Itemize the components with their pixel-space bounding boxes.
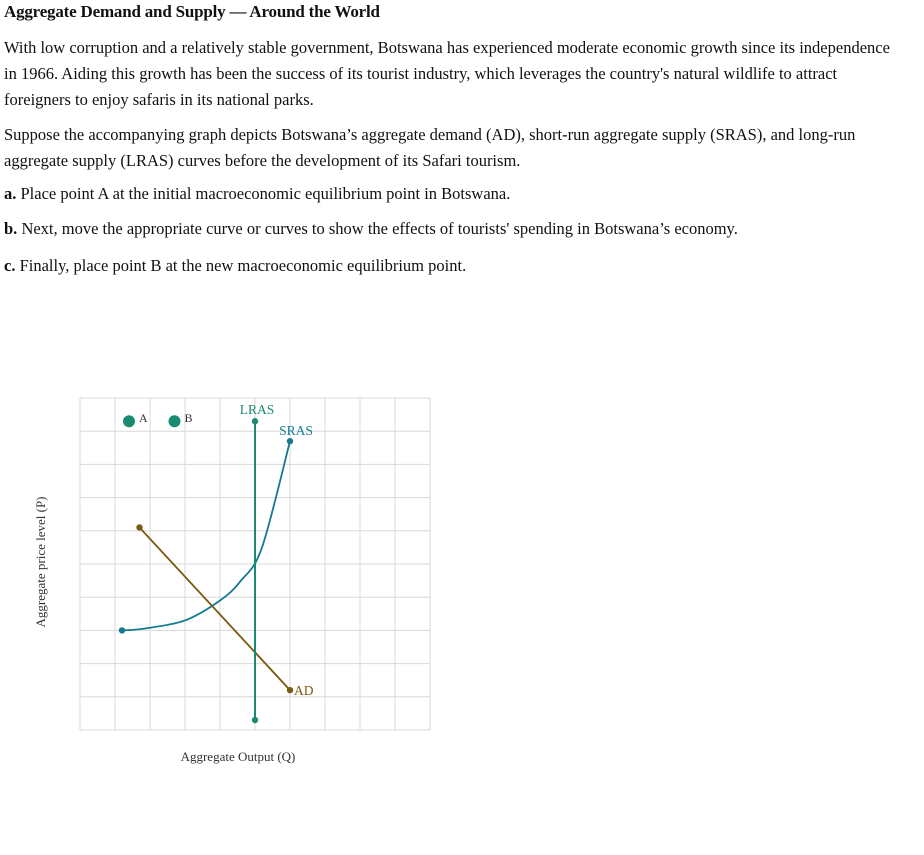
sras-start-handle[interactable] bbox=[119, 627, 125, 633]
question-c bbox=[4, 256, 466, 276]
question-c-label: c. bbox=[4, 256, 16, 275]
ad-label: AD bbox=[294, 683, 314, 699]
sras-end-handle[interactable] bbox=[287, 438, 293, 444]
question-b bbox=[4, 219, 738, 239]
question-b-text: Next, move the appropriate curve or curves to show the effects of tourists' spending in Botswana’s economy. bbox=[17, 219, 738, 238]
curve-labels bbox=[139, 402, 314, 698]
ad-as-graph[interactable] bbox=[0, 380, 460, 780]
y-axis-label: Aggregate price level (P) bbox=[33, 496, 48, 628]
question-a bbox=[4, 184, 510, 204]
point-a-marker[interactable] bbox=[123, 415, 135, 427]
question-c-text: Finally, place point B at the new macroeconomic equilibrium point. bbox=[15, 256, 467, 275]
curves[interactable] bbox=[119, 415, 293, 723]
sras-label: SRAS bbox=[279, 423, 313, 439]
x-axis-label: Aggregate Output (Q) bbox=[180, 749, 296, 764]
question-a-text: Place point A at the initial macroeconomic equilibrium point in Botswana. bbox=[16, 184, 511, 203]
lras-top-handle[interactable] bbox=[252, 418, 258, 424]
ad-curve[interactable] bbox=[140, 527, 291, 690]
lras-bottom-handle[interactable] bbox=[252, 717, 258, 723]
intro-paragraph-1: With low corruption and a relatively stable government, Botswana has experienced moderate economic growth since its independence in 1966. Aiding this growth has been the success of its tourist industry, which leverages the country's natural wildlife to attract foreigners to enjoy safaris in its national parks. bbox=[4, 38, 890, 109]
point-b-label: B bbox=[184, 411, 193, 426]
intro-paragraph-2: Suppose the accompanying graph depicts Botswana’s aggregate demand (AD), short-run aggregate supply (SRAS), and long-run aggregate supply (LRAS) curves before the development of its Safari tourism. bbox=[4, 125, 856, 170]
point-b-marker[interactable] bbox=[169, 415, 181, 427]
lras-label: LRAS bbox=[239, 402, 275, 418]
point-a-label: A bbox=[139, 411, 148, 426]
page-title: Aggregate Demand and Supply — Around the World bbox=[4, 2, 380, 21]
ad-start-handle[interactable] bbox=[136, 524, 142, 530]
question-b-label: b. bbox=[4, 219, 18, 238]
question-a-label: a. bbox=[4, 184, 17, 203]
ad-end-handle[interactable] bbox=[287, 687, 293, 693]
